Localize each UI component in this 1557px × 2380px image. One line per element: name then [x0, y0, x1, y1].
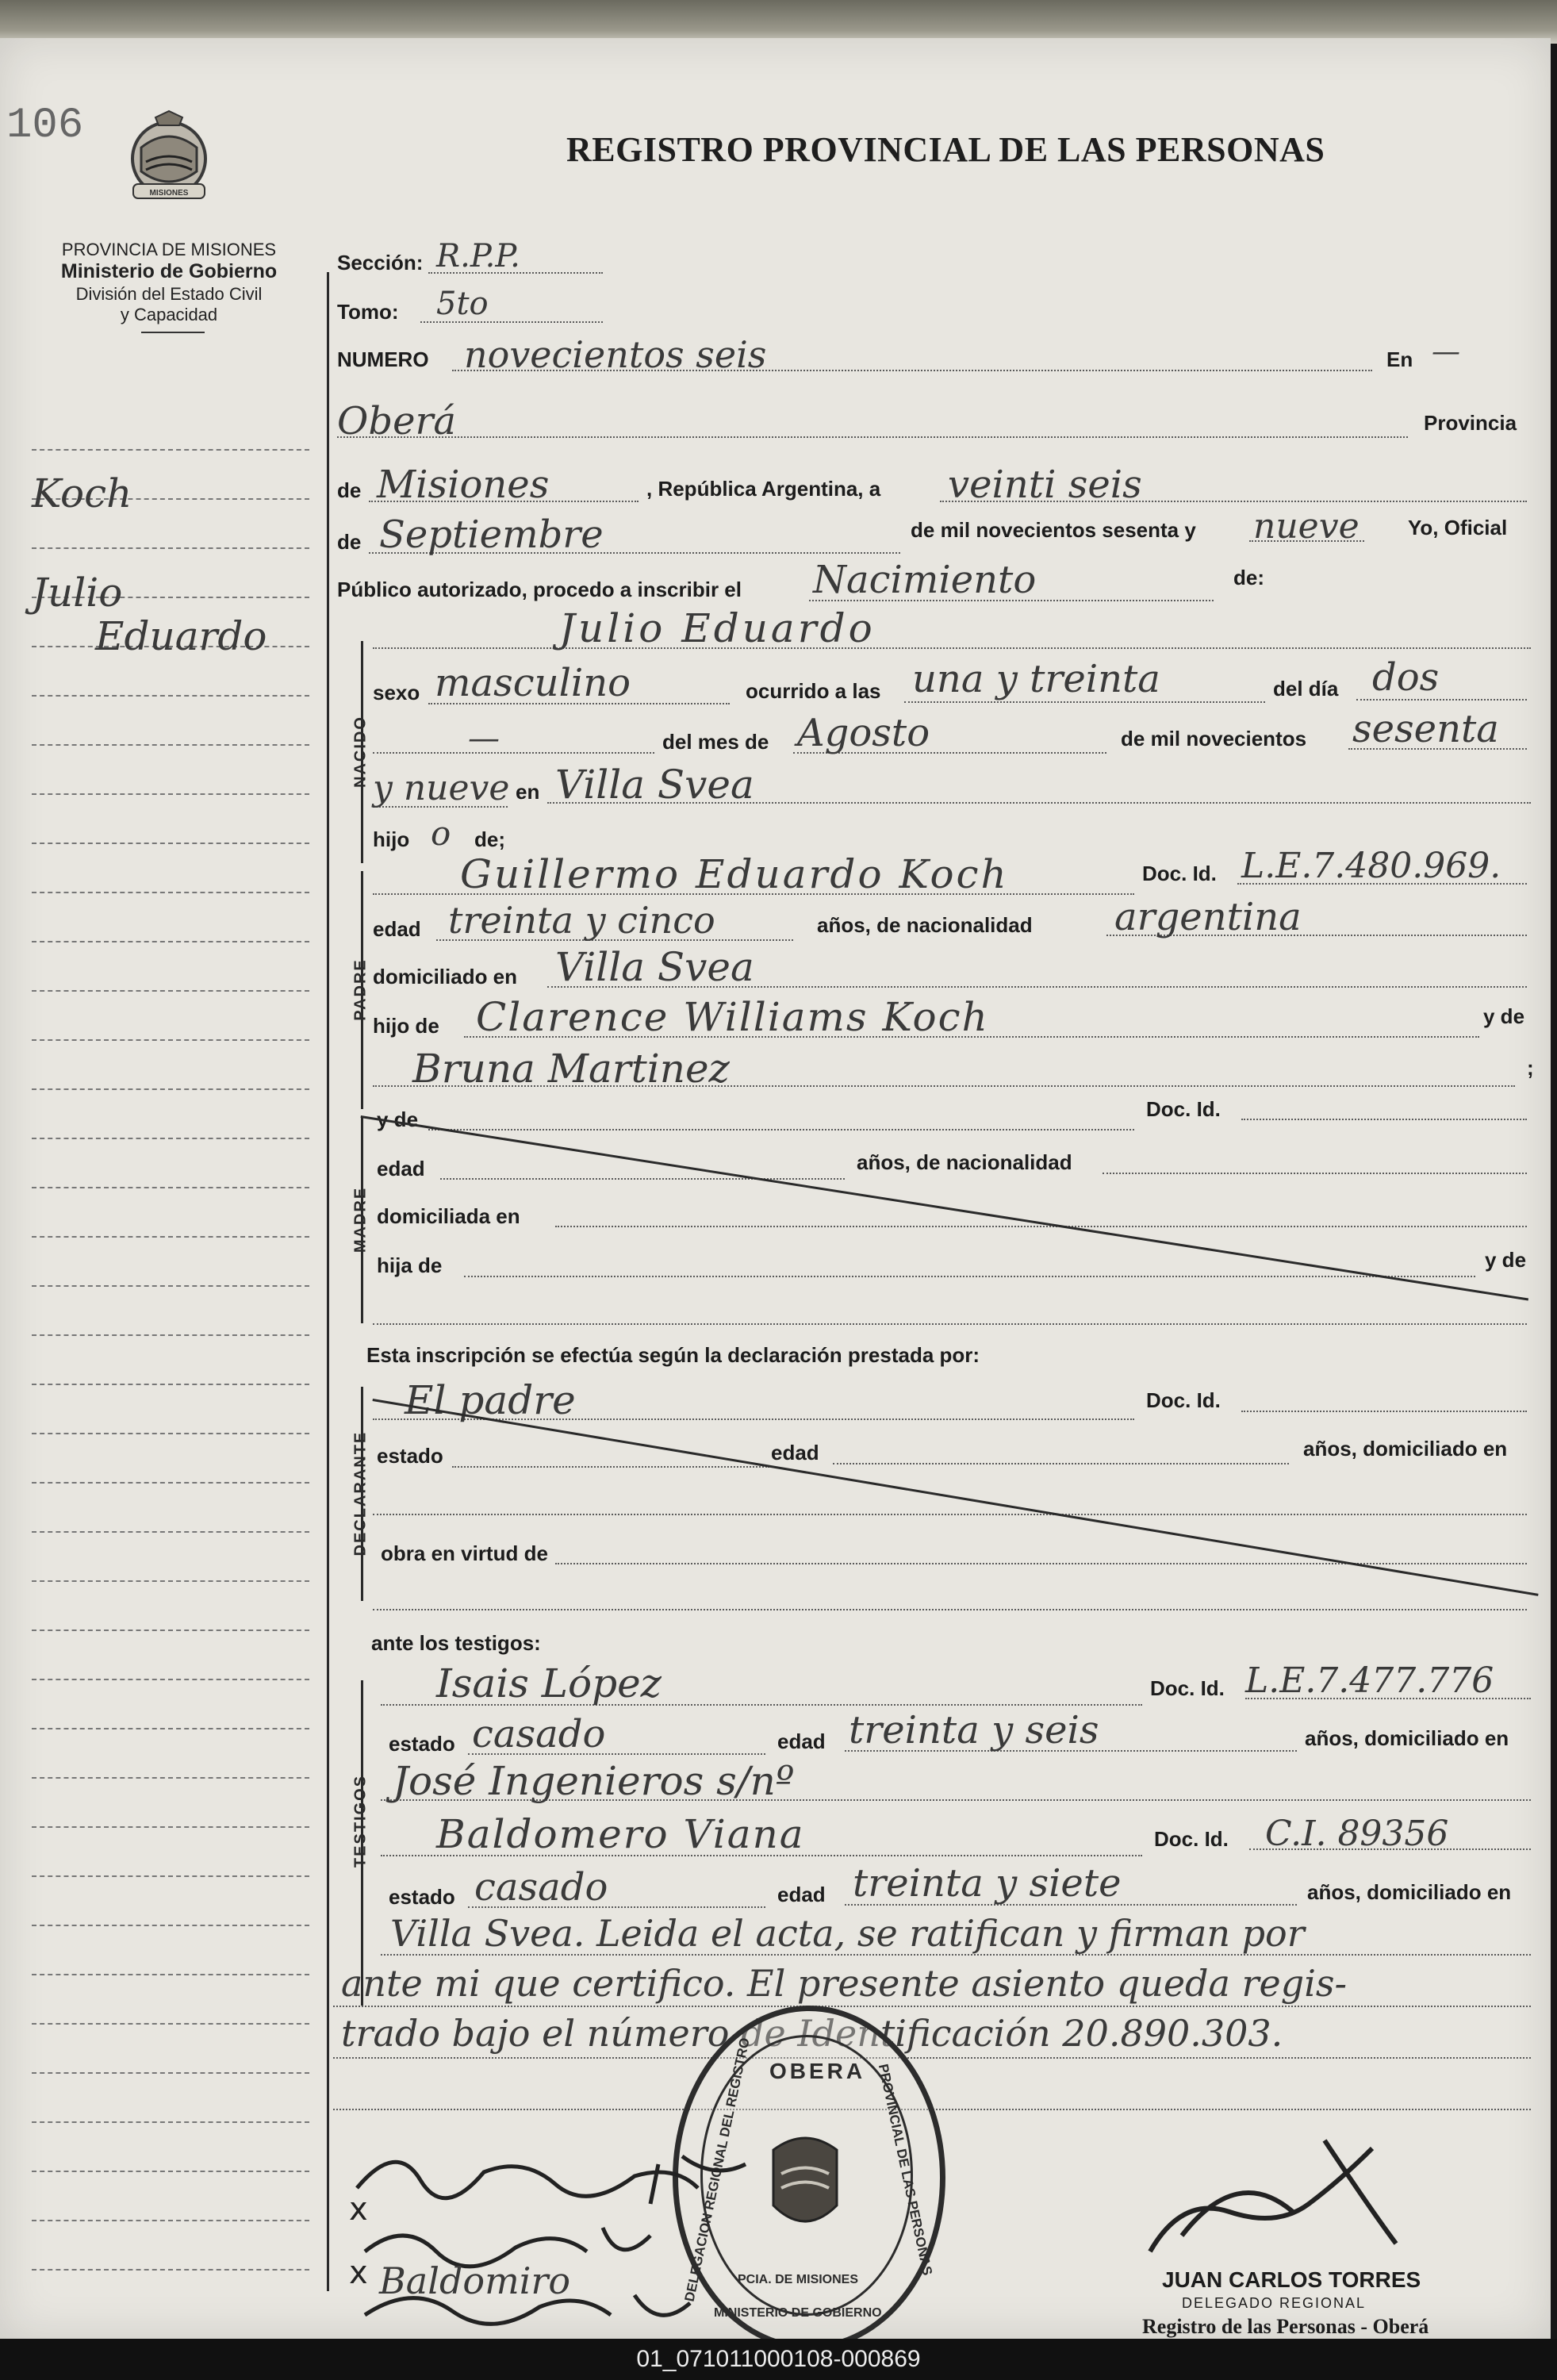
- margin-rule: [32, 843, 309, 844]
- label-w1-doc: Doc. Id.: [1150, 1676, 1225, 1700]
- margin-rule: [32, 1433, 309, 1434]
- label-de: de: [337, 478, 362, 502]
- label-tomo: Tomo:: [337, 300, 399, 324]
- entry-closing-3: trado bajo el número de Identificación 20.890.303.: [341, 2012, 1283, 2055]
- entry-abuela: Bruna Martinez: [412, 1046, 730, 1092]
- label-hija-de: hija de: [377, 1253, 443, 1277]
- closing-line-3: [333, 2057, 1531, 2059]
- label-padre-edad: edad: [373, 917, 421, 941]
- label-provincia: Provincia: [1424, 411, 1517, 435]
- margin-rule: [32, 1334, 309, 1336]
- label-ocurrido: ocurrido a las: [746, 679, 881, 703]
- margin-rule: [32, 1630, 309, 1631]
- entry-tomo: 5to: [436, 286, 489, 322]
- stamp-top-text: OBERA: [769, 2059, 866, 2083]
- margin-rule: [32, 1236, 309, 1238]
- label-nacido: NACIDO: [351, 716, 370, 788]
- division-line-1: División del Estado Civil: [75, 284, 263, 304]
- official-signature-scribble: [1134, 2117, 1420, 2275]
- entry-dia: dos: [1372, 655, 1440, 700]
- entry-hijo-suffix: o: [431, 814, 451, 853]
- declarante-cross-out: [373, 1399, 1539, 1596]
- label-padre-doc: Doc. Id.: [1142, 862, 1217, 885]
- label-en-2: en: [516, 780, 540, 804]
- document-page: [0, 38, 1551, 2339]
- svg-text:x: x: [349, 2191, 368, 2228]
- margin-rule: [32, 1728, 309, 1729]
- label-madre: MADRE: [351, 1186, 370, 1253]
- margin-rule: [32, 1679, 309, 1680]
- label-domiciliada: domiciliada en: [377, 1204, 520, 1228]
- label-mil-sesenta: de mil novecientos sesenta y: [911, 518, 1196, 542]
- entry-mes: Agosto: [797, 711, 930, 755]
- label-republica: , República Argentina, a: [646, 477, 881, 501]
- label-sexo: sexo: [373, 681, 420, 704]
- madre-nac-line: [1103, 1173, 1527, 1174]
- entry-dia-dash: —: [468, 720, 500, 757]
- entry-abuelo: Clarence Williams Koch: [476, 994, 989, 1040]
- entry-hora: una y treinta: [912, 657, 1160, 701]
- nombre-line: [373, 647, 1531, 649]
- scan-caption: 01_071011000108-000869: [0, 2339, 1557, 2380]
- margin-rule: [32, 2171, 309, 2172]
- stamp-ring-left: DELEGACION REGIONAL DEL REGISTRO: [681, 2036, 753, 2303]
- margin-rule: [32, 1777, 309, 1779]
- decl-estado-line: [452, 1466, 769, 1468]
- entry-padre-doc: L.E.7.480.969.: [1241, 846, 1501, 886]
- margin-given-1: Julio: [32, 570, 123, 616]
- margin-rule: [32, 990, 309, 992]
- margin-rule: [32, 1138, 309, 1139]
- label-en: En: [1386, 347, 1413, 371]
- madre-nombre-line: [428, 1129, 1134, 1130]
- label-w1-estado: estado: [389, 1732, 455, 1756]
- official-office: Registro de las Personas - Oberá: [1142, 2315, 1429, 2338]
- entry-padre-edad: treinta y cinco: [448, 899, 715, 942]
- label-w2-edad: edad: [777, 1883, 826, 1906]
- margin-rule: [32, 1039, 309, 1041]
- province-line: PROVINCIA DE MISIONES: [61, 240, 277, 259]
- margin-rule: [32, 2023, 309, 2025]
- margin-rule: [32, 449, 309, 451]
- margin-rule: [32, 695, 309, 697]
- label-w2-anos: años, domiciliado en: [1307, 1880, 1512, 1904]
- label-padre: PADRE: [351, 958, 370, 1021]
- entry-testigo1: Isais López: [436, 1660, 662, 1706]
- margin-rule: [32, 2269, 309, 2271]
- label-decl-doc: Doc. Id.: [1146, 1388, 1221, 1412]
- margin-rule: [32, 892, 309, 893]
- madre-extra-line: [373, 1323, 1527, 1325]
- hora-line: [904, 701, 1265, 703]
- entry-testigo2-doc: C.I. 89356: [1265, 1814, 1449, 1854]
- margin-rule: [32, 941, 309, 942]
- entry-lugar-nac: Villa Svea: [555, 762, 754, 808]
- label-decl-edad: edad: [771, 1441, 819, 1464]
- madre-padres-line: [464, 1276, 1475, 1277]
- entry-closing-2: ante mi que certifico. El presente asiento queda regis-: [341, 1962, 1348, 2005]
- madre-cross-out: [361, 1115, 1529, 1300]
- margin-rule: [32, 1531, 309, 1533]
- margin-rule: [32, 793, 309, 795]
- official-title: DELEGADO REGIONAL: [1182, 2295, 1367, 2311]
- label-w2-doc: Doc. Id.: [1154, 1827, 1229, 1851]
- entry-acto: Nacimiento: [813, 558, 1037, 602]
- margin-rule: [32, 1187, 309, 1188]
- entry-testigo1-edad: treinta y seis: [849, 1708, 1099, 1752]
- margin-rule: [32, 1088, 309, 1090]
- entry-testigo2-estado: casado: [474, 1865, 608, 1910]
- entry-seccion: R.P.P.: [436, 238, 520, 274]
- closing-line-2: [333, 2006, 1531, 2007]
- margin-rule: [32, 1384, 309, 1385]
- main-vertical-rule: [327, 272, 329, 2291]
- entry-ano-1: sesenta: [1352, 707, 1499, 751]
- madre-dom-line: [555, 1226, 1527, 1227]
- decl-obra-line: [555, 1563, 1527, 1564]
- label-madre-y-de: y de: [377, 1107, 419, 1131]
- margin-rule: [32, 744, 309, 746]
- entry-testigo2: Baldomero Viana: [436, 1811, 805, 1857]
- label-del-mes: del mes de: [662, 730, 769, 754]
- emblem-label: MISIONES: [149, 189, 189, 198]
- label-hijo-de: hijo de: [373, 1014, 439, 1038]
- entry-testigo1-domicilio: José Ingenieros s/nº: [393, 1758, 795, 1804]
- entry-padre-nacionalidad: argentina: [1114, 895, 1302, 939]
- label-obra-virtud: obra en virtud de: [381, 1541, 548, 1565]
- entry-testigo2-edad: treinta y siete: [853, 1861, 1122, 1906]
- entry-nombre: Julio Eduardo: [559, 605, 876, 651]
- dia-dash-line: [373, 752, 654, 754]
- label-madre-doc: Doc. Id.: [1146, 1097, 1221, 1121]
- label-numero: NUMERO: [337, 347, 429, 371]
- entry-testigo1-doc: L.E.7.477.776: [1245, 1660, 1494, 1701]
- province-rule: [141, 332, 205, 333]
- label-de-semicolon: de;: [474, 827, 505, 851]
- label-y-de: y de: [1483, 1004, 1525, 1028]
- decl-dom-line: [373, 1514, 1527, 1515]
- entry-padre-domicilio: Villa Svea: [555, 944, 754, 990]
- margin-rule: [32, 1482, 309, 1484]
- margin-surname: Koch: [32, 470, 132, 516]
- label-hijo: hijo: [373, 827, 410, 851]
- division-line-2: y Capacidad: [120, 305, 218, 324]
- entry-provincia: Misiones: [377, 463, 550, 507]
- page-title: REGISTRO PROVINCIAL DE LAS PERSONAS: [566, 130, 1325, 169]
- entry-mes-registro: Septiembre: [379, 512, 604, 557]
- entry-sexo: masculino: [435, 661, 631, 705]
- label-madre-edad: edad: [377, 1157, 425, 1180]
- svg-text:x: x: [349, 2255, 368, 2291]
- label-madre-y-de-2: y de: [1485, 1248, 1527, 1272]
- label-madre-anos: años, de nacionalidad: [857, 1150, 1072, 1174]
- label-declaracion: Esta inscripción se efectúa según la declaración prestada por:: [366, 1343, 980, 1367]
- entry-ano-2: y nueve: [373, 768, 510, 808]
- madre-doc-line: [1241, 1119, 1527, 1120]
- stamp-ring-right: PROVINCIAL DE LAS PERSONAS: [875, 2063, 935, 2277]
- folio-number: 106: [6, 102, 84, 150]
- margin-rule: [32, 1580, 309, 1582]
- label-del-dia: del día: [1273, 677, 1339, 701]
- label-de-2: de: [337, 530, 362, 554]
- stamp-bottom-text: MINISTERIO DE GOBIERNO: [714, 2306, 882, 2320]
- entry-en: —: [1432, 336, 1460, 368]
- label-mil-novecientos: de mil novecientos: [1121, 727, 1307, 750]
- stamp-province: PCIA. DE MISIONES: [738, 2273, 859, 2286]
- label-seccion: Sección:: [337, 251, 424, 274]
- label-decl-anos: años, domiciliado en: [1303, 1437, 1508, 1461]
- margin-rule: [32, 2220, 309, 2221]
- label-declarante: DECLARANTE: [351, 1430, 370, 1557]
- margin-rule: [32, 1925, 309, 1926]
- label-w1-anos: años, domiciliado en: [1305, 1726, 1509, 1750]
- entry-closing-1: Villa Svea. Leida el acta, se ratifican y firman por: [390, 1912, 1305, 1955]
- entry-testigo1-estado: casado: [472, 1712, 606, 1756]
- margin-rule: [32, 1285, 309, 1287]
- margin-rule: [32, 2072, 309, 2074]
- label-w2-estado: estado: [389, 1885, 455, 1909]
- margin-given-2: Eduardo: [95, 613, 267, 659]
- label-testigos: TESTIGOS: [351, 1774, 370, 1868]
- decl-doc-line: [1241, 1411, 1527, 1412]
- decl-edad-line: [833, 1463, 1289, 1464]
- entry-declarante: El padre: [405, 1377, 576, 1423]
- label-ante-testigos: ante los testigos:: [371, 1631, 541, 1655]
- label-padre-domicilio: domiciliado en: [373, 965, 518, 988]
- entry-dia-registro: veinti seis: [948, 463, 1142, 507]
- label-semicolon: ;: [1527, 1056, 1534, 1080]
- label-publico: Público autorizado, procedo a inscribir el: [337, 578, 742, 601]
- signature-3: Baldomiro: [379, 2259, 571, 2302]
- lugar-line: [337, 436, 1408, 438]
- label-yo-oficial: Yo, Oficial: [1408, 516, 1508, 539]
- decl-extra-line: [373, 1609, 1527, 1610]
- label-w1-edad: edad: [777, 1729, 826, 1753]
- entry-padre-nombre: Guillermo Eduardo Koch: [460, 851, 1009, 897]
- entry-lugar: Oberá: [337, 399, 457, 443]
- margin-rule: [32, 2121, 309, 2123]
- margin-rule: [32, 1826, 309, 1828]
- scan-top-edge: [0, 0, 1557, 44]
- madre-edad-line: [440, 1178, 845, 1180]
- label-decl-estado: estado: [377, 1444, 443, 1468]
- entry-numero: novecientos seis: [464, 333, 767, 376]
- margin-rule: [32, 547, 309, 549]
- margin-rule: [32, 1875, 309, 1877]
- entry-ano-registro: nueve: [1253, 506, 1359, 547]
- official-name: JUAN CARLOS TORRES: [1162, 2267, 1421, 2292]
- label-de-colon: de:: [1233, 566, 1264, 589]
- label-padre-nacionalidad: años, de nacionalidad: [817, 913, 1033, 937]
- margin-rule: [32, 1974, 309, 1975]
- ministry-line: Ministerio de Gobierno: [60, 260, 278, 282]
